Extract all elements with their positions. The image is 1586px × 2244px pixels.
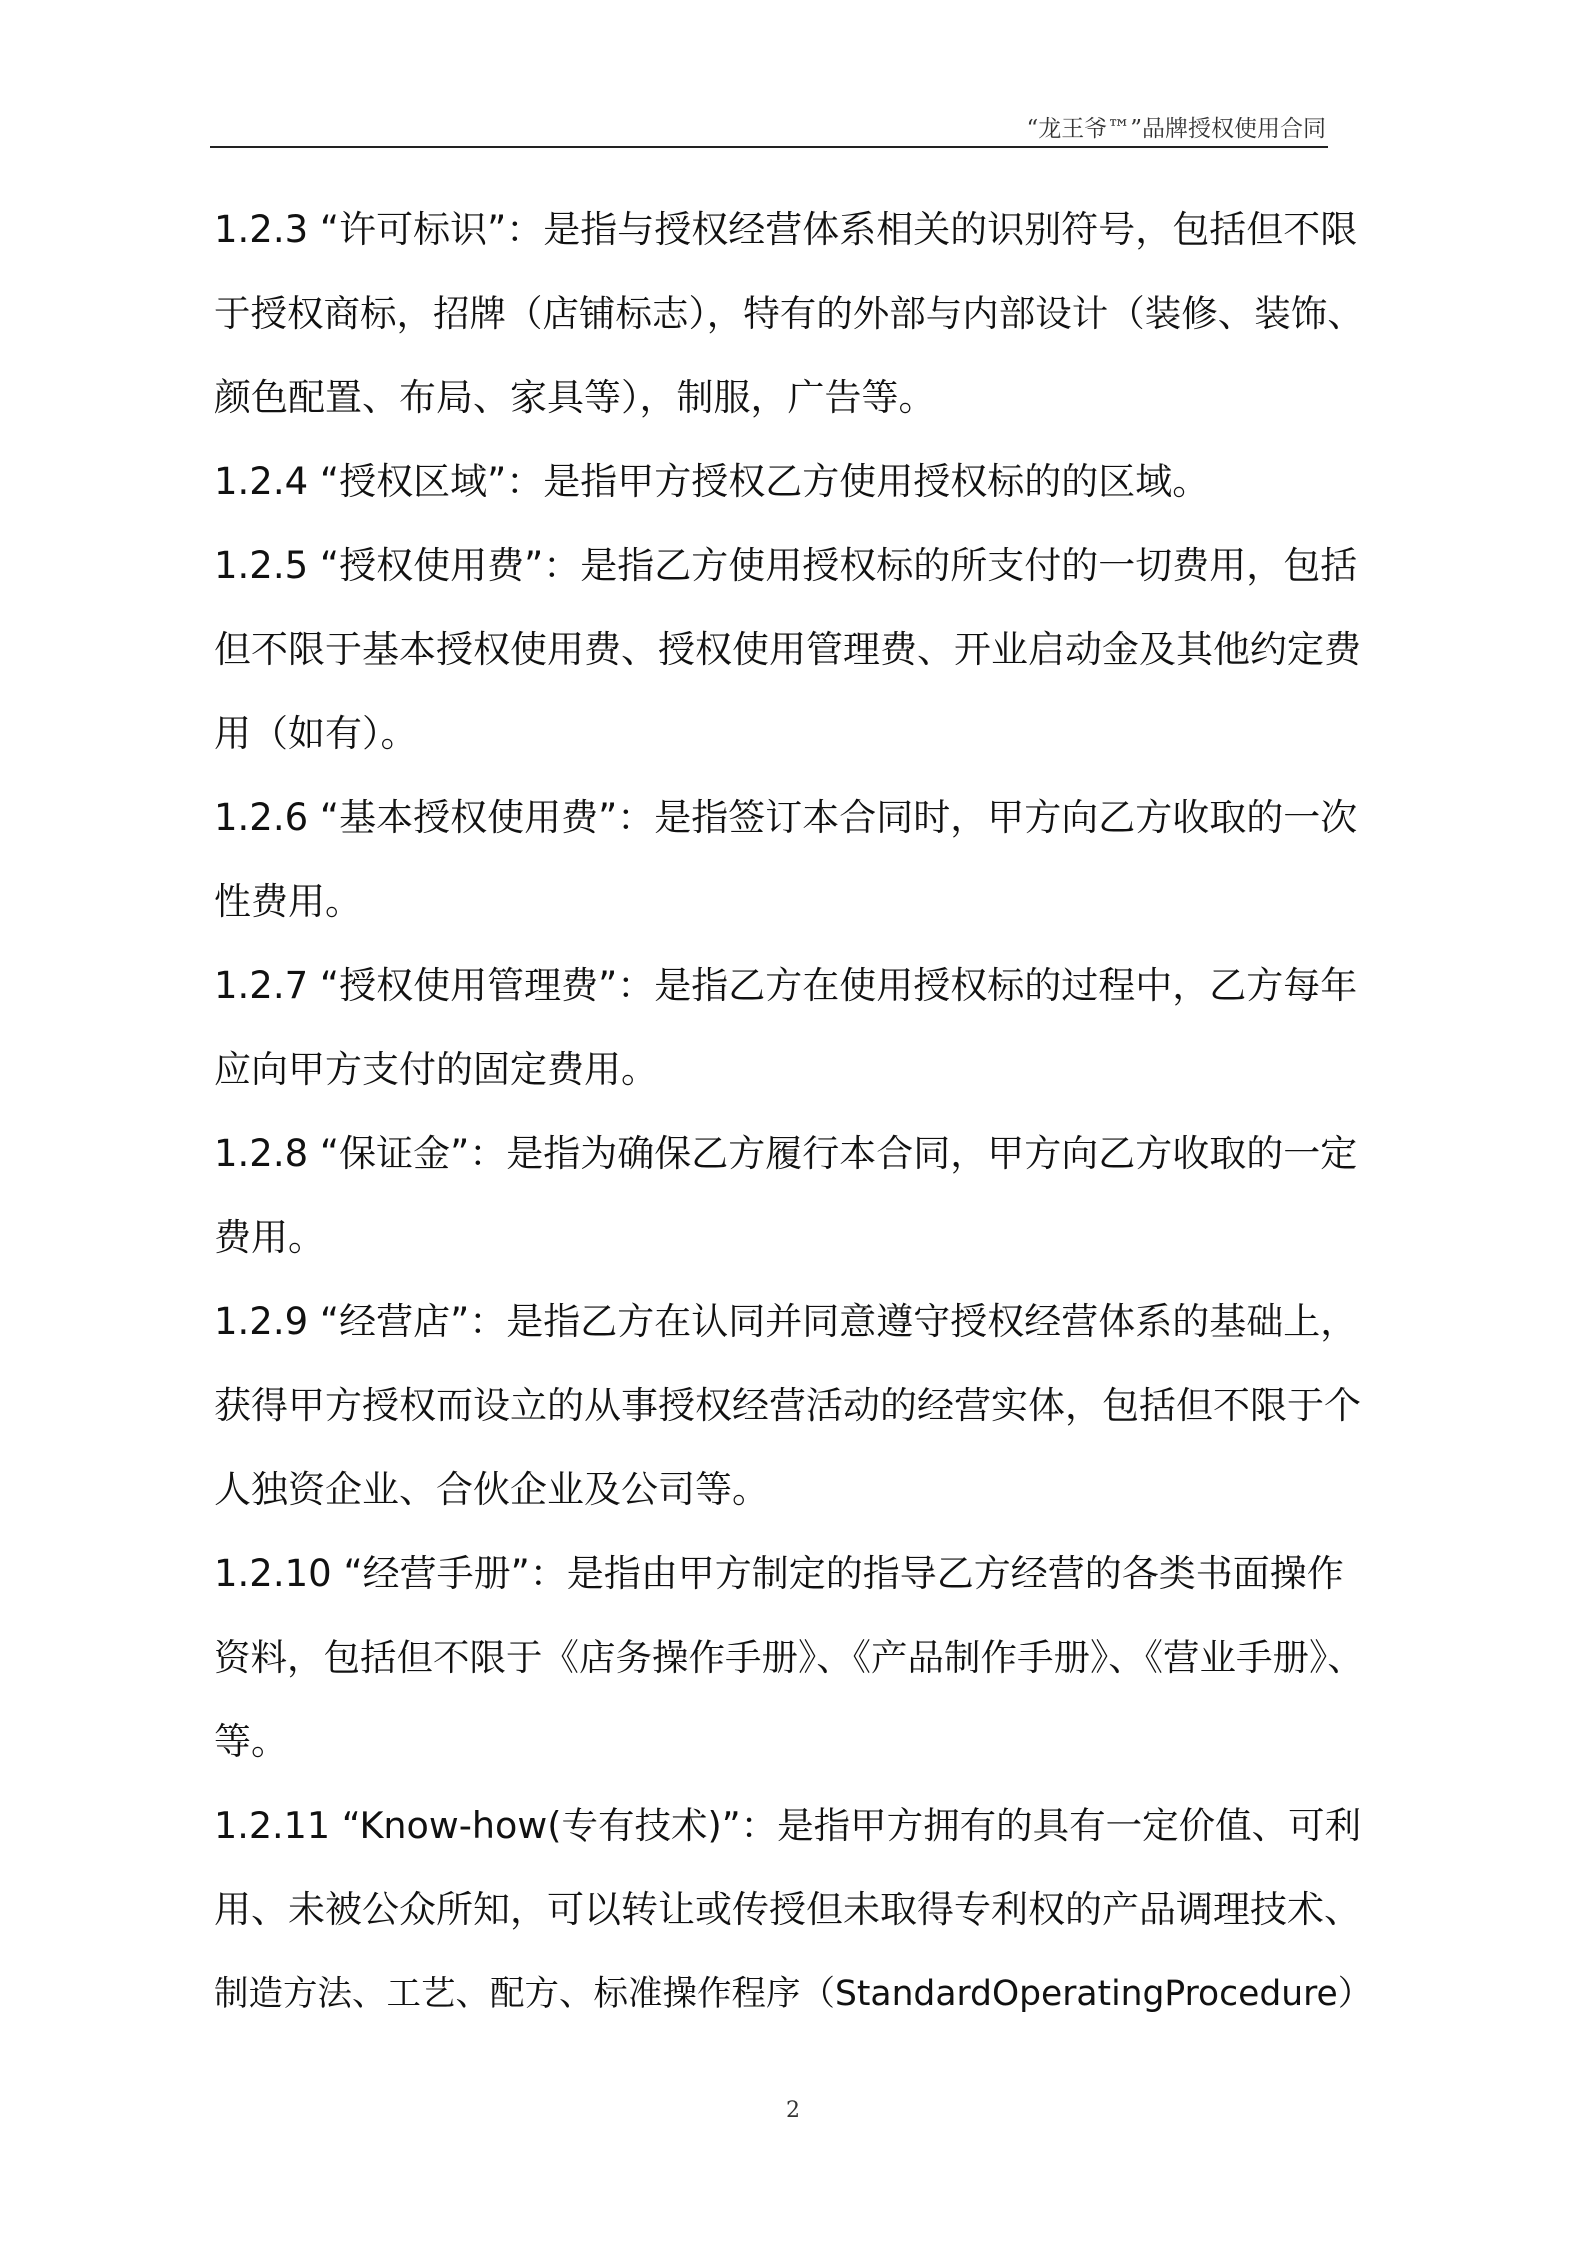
body-line: 费用。 xyxy=(214,1216,325,1259)
contract-body xyxy=(214,198,1374,2046)
body-line: 用（如有）。 xyxy=(214,712,418,755)
body-line: 1.2.9 “经营店”：是指乙方在认同并同意遵守授权经营体系的基础上， xyxy=(214,1300,1358,1343)
body-line: 1.2.7 “授权使用管理费”：是指乙方在使用授权标的过程中，乙方每年 xyxy=(214,964,1358,1007)
body-line: 1.2.3 “许可标识”：是指与授权经营体系相关的识别符号，包括但不限 xyxy=(214,208,1358,251)
header-title: “龙王爷™”品牌授权使用合同 xyxy=(1026,116,1326,142)
body-line: 性费用。 xyxy=(214,880,362,923)
page-number: 2 xyxy=(786,2098,800,2123)
body-line: 1.2.10 “经营手册”：是指由甲方制定的指导乙方经营的各类书面操作 xyxy=(214,1552,1344,1595)
body-line: 但不限于基本授权使用费、授权使用管理费、开业启动金及其他约定费 xyxy=(214,628,1361,671)
page-header xyxy=(210,108,1328,148)
body-line: 1.2.11 “Know-how(专有技术)”：是指甲方拥有的具有一定价值、可利 xyxy=(214,1804,1362,1847)
body-line: 1.2.8 “保证金”：是指为确保乙方履行本合同，甲方向乙方收取的一定 xyxy=(214,1132,1358,1175)
body-line: 颜色配置、布局、家具等），制服，广告等。 xyxy=(214,376,936,419)
body-line: 应向甲方支付的固定费用。 xyxy=(214,1048,658,1091)
body-line: 于授权商标，招牌（店铺标志），特有的外部与内部设计（装修、装饰、 xyxy=(214,292,1364,335)
body-line: 1.2.4 “授权区域”：是指甲方授权乙方使用授权标的的区域。 xyxy=(214,460,1210,503)
body-line: 等。 xyxy=(214,1720,288,1763)
body-line: 用、未被公众所知，可以转让或传授但未取得专利权的产品调理技术、 xyxy=(214,1888,1361,1931)
body-line: 1.2.6 “基本授权使用费”：是指签订本合同时，甲方向乙方收取的一次 xyxy=(214,796,1358,839)
body-line: 资料，包括但不限于《店务操作手册》、《产品制作手册》、《营业手册》、 xyxy=(214,1636,1364,1679)
body-line: 获得甲方授权而设立的从事授权经营活动的经营实体，包括但不限于个 xyxy=(214,1384,1361,1427)
body-line: 制造方法、工艺、配方、标准操作程序（StandardOperatingProcedure） xyxy=(214,1974,1373,2014)
body-line: 人独资企业、合伙企业及公司等。 xyxy=(214,1468,769,1511)
body-line: 1.2.5 “授权使用费”：是指乙方使用授权标的所支付的一切费用，包括 xyxy=(214,544,1358,587)
